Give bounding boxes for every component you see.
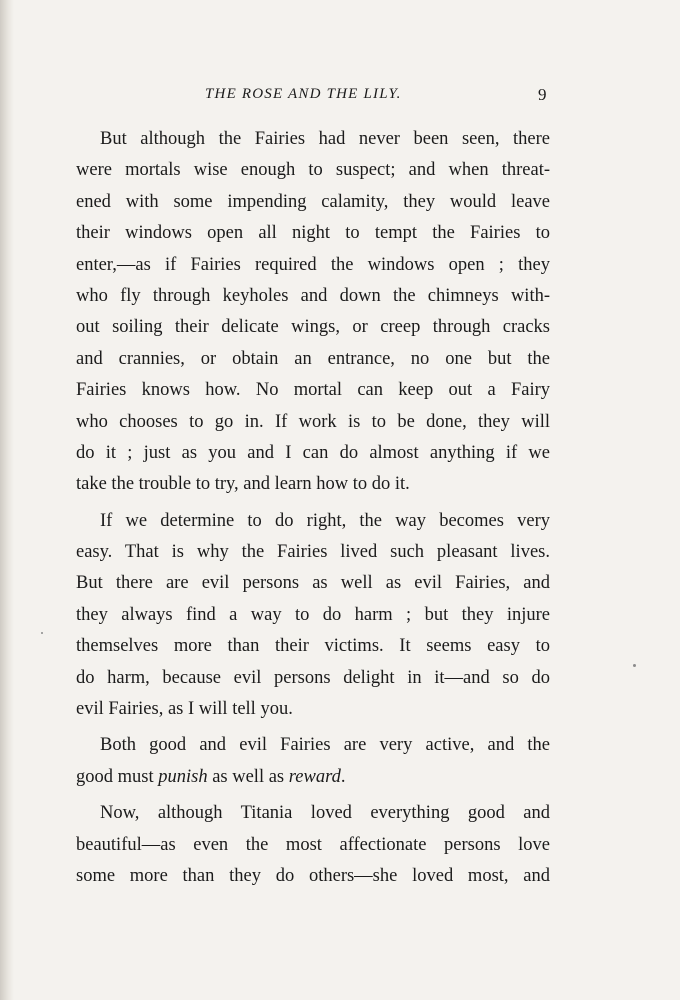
text-line: ened with some impending calamity, they would leave	[76, 191, 550, 212]
running-head: THE ROSE AND THE LILY.	[205, 86, 402, 102]
text-line: do harm, because evil persons delight in it—and so do	[76, 667, 550, 688]
text-run: good must	[76, 766, 159, 787]
page-header	[0, 86, 680, 110]
page-edge-shadow	[0, 0, 14, 1000]
text-line: Now, although Titania loved everything good and	[100, 803, 550, 824]
text-line: do it ; just as you and I can do almost anything if we	[76, 442, 550, 463]
paper-speck	[41, 632, 43, 634]
text-line: and crannies, or obtain an entrance, no one but the	[76, 348, 550, 369]
text-run: .	[340, 766, 346, 787]
paragraph-4	[76, 798, 550, 892]
text-line: out soiling their delicate wings, or creep through cracks	[76, 317, 550, 338]
emphasis-punish: punish	[158, 766, 208, 787]
text-line: who fly through keyholes and down the chimneys with-	[76, 285, 550, 306]
paragraph-2	[76, 506, 550, 726]
text-line: easy. That is why the Fairies lived such pleasant lives.	[76, 542, 550, 563]
text-line: were mortals wise enough to suspect; and when threat-	[76, 160, 550, 181]
page-number: 9	[538, 85, 547, 104]
text-line: beautiful—as even the most affectionate persons love	[76, 834, 550, 855]
text-line: But although the Fairies had never been seen, there	[100, 129, 550, 149]
text-line: their windows open all night to tempt the Fairies to	[76, 223, 550, 244]
text-line: Fairies knows how. No mortal can keep out a Fairy	[76, 380, 550, 401]
text-line: themselves more than their victims. It seems easy to	[76, 636, 550, 657]
text-line: some more than they do others—she loved most, and	[76, 865, 550, 886]
text-line: But there are evil persons as well as evil Fairies, and	[76, 573, 550, 594]
text-line: who chooses to go in. If work is to be done, they will	[76, 411, 550, 432]
text-line-with-emphasis	[76, 762, 550, 793]
emphasis-reward: reward	[288, 766, 341, 787]
text-line: enter,—as if Fairies required the windows open ; they	[76, 254, 550, 275]
text-line: If we determine to do right, the way becomes very	[100, 510, 550, 531]
text-line: they always find a way to do harm ; but they injure	[76, 604, 550, 625]
paragraph-3	[76, 730, 550, 793]
text-line: evil Fairies, as I will tell you.	[76, 699, 293, 720]
paragraph-1	[76, 124, 550, 501]
text-line: Both good and evil Fairies are very active, and the	[100, 735, 550, 756]
text-run: as well as	[207, 766, 289, 787]
body-text	[76, 124, 550, 892]
text-line: take the trouble to try, and learn how to do it.	[76, 474, 410, 495]
paper-speck	[633, 664, 636, 667]
